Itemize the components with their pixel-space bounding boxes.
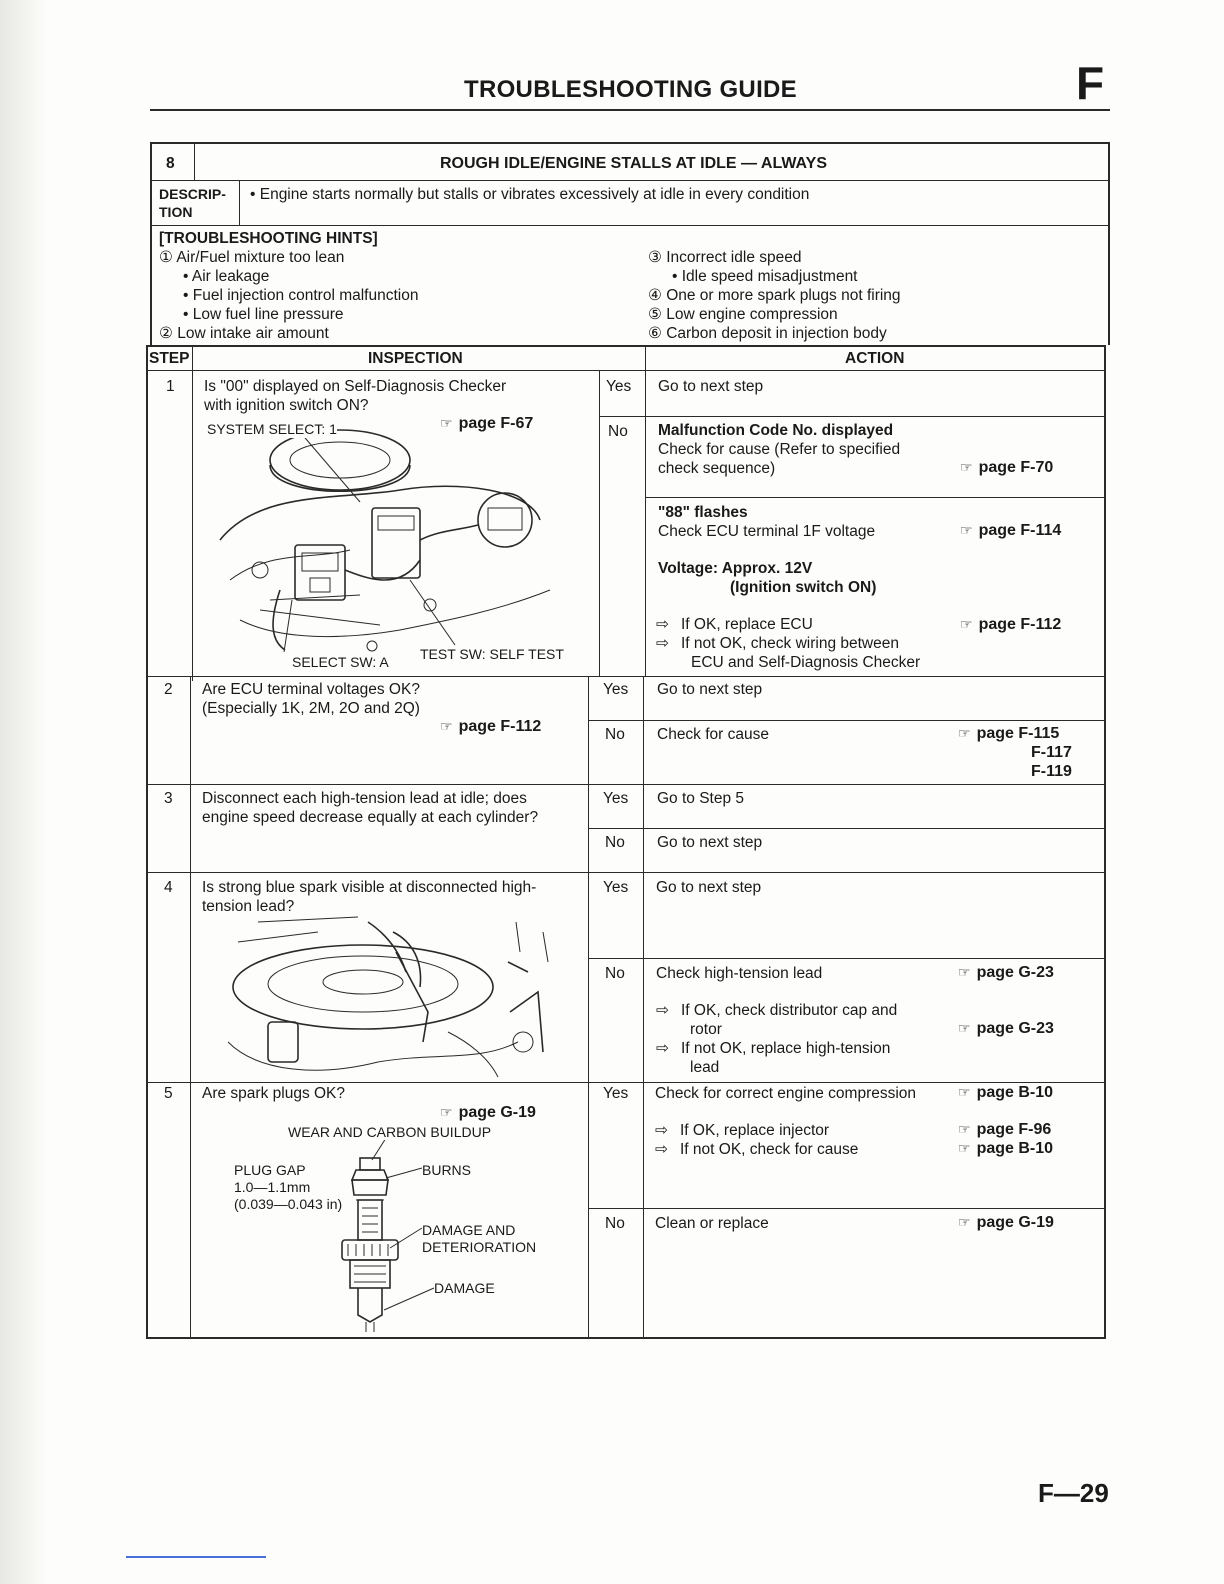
description-divider [239, 180, 240, 225]
step-2-reference: ☞ page F-112 [440, 718, 542, 735]
page-title: TROUBLESHOOTING GUIDE [464, 76, 797, 103]
hint-1c: • Low fuel line pressure [183, 306, 344, 323]
action-column-header: ACTION [845, 350, 905, 367]
step-5-no-reference: ☞ page G-19 [958, 1214, 1054, 1231]
hint-2: ② Low intake air amount [159, 325, 329, 342]
action-divider [645, 345, 646, 371]
step-5-notok: ⇨ If not OK, check for cause [655, 1141, 859, 1158]
step-5-number: 5 [164, 1085, 173, 1102]
voltage-spec: Voltage: Approx. 12V [658, 560, 813, 577]
title-divider [194, 142, 195, 180]
step-2-no: No [605, 726, 625, 743]
step-5-no-action: Clean or replace [655, 1215, 769, 1232]
malfunction-reference: ☞ page F-70 [960, 459, 1054, 476]
step-4-number: 4 [164, 879, 173, 896]
step-3-yes: Yes [603, 790, 629, 807]
row-rule [588, 1208, 1106, 1209]
step-3-number: 3 [164, 790, 173, 807]
arrow-right-icon: ⇨ [656, 616, 669, 633]
step-1-ok-reference: ☞ page F-112 [960, 616, 1062, 633]
action-divider [643, 676, 644, 1338]
hint-4: ④ One or more spark plugs not firing [648, 287, 901, 304]
damage-label: DAMAGE [434, 1280, 495, 1296]
page-number: F—29 [1038, 1478, 1109, 1508]
step-2-no-action: Check for cause [657, 726, 769, 743]
step-4-ok: ⇨ If OK, check distributor cap and [656, 1002, 898, 1019]
step-5-yes-action: Check for correct engine compression [655, 1085, 917, 1102]
row-rule [146, 872, 1106, 873]
table-border-left-upper [150, 142, 152, 345]
pointing-hand-icon: ☞ [960, 616, 973, 632]
row-rule [146, 784, 1106, 785]
pointing-hand-icon: ☞ [958, 1214, 971, 1230]
row-rule [150, 180, 1110, 181]
step-1-number: 1 [166, 378, 175, 395]
step-5-ok-reference: ☞ page F-96 [958, 1121, 1052, 1138]
step-divider [190, 676, 191, 1338]
pointing-hand-icon: ☞ [440, 1104, 453, 1120]
spark-test-illustration [198, 912, 586, 1082]
pointing-hand-icon: ☞ [960, 522, 973, 538]
row-rule [588, 720, 1106, 721]
pointing-hand-icon: ☞ [440, 415, 453, 431]
step-1-ok: ⇨ If OK, replace ECU [656, 616, 813, 633]
procedure-title: ROUGH IDLE/ENGINE STALLS AT IDLE — ALWAYS [440, 155, 827, 172]
step-5-yes-reference: ☞ page B-10 [958, 1084, 1054, 1101]
step-4-notok-cont: lead [690, 1059, 720, 1076]
step-5-reference: ☞ page G-19 [440, 1104, 536, 1121]
hint-6: ⑥ Carbon deposit in injection body [648, 325, 887, 342]
table-border-top [150, 142, 1110, 144]
row-rule [146, 345, 1106, 347]
row-rule [588, 958, 1106, 959]
step-4-no-reference: ☞ page G-23 [958, 964, 1054, 981]
step-5-yes: Yes [603, 1085, 629, 1102]
arrow-right-icon: ⇨ [655, 1141, 668, 1158]
row-rule [150, 225, 1110, 226]
step-2-yes: Yes [603, 681, 629, 698]
row-rule [146, 370, 1106, 371]
step-1-yes-action: Go to next step [658, 378, 764, 395]
pointing-hand-icon: ☞ [960, 459, 973, 475]
hints-heading: [TROUBLESHOOTING HINTS] [159, 230, 378, 247]
procedure-number: 8 [166, 155, 175, 172]
step-5-question: Are spark plugs OK? [202, 1085, 346, 1102]
step-1-no: No [608, 423, 628, 440]
hint-1: ① Air/Fuel mixture too lean [159, 249, 345, 266]
spark-plug-illustration [330, 1140, 440, 1340]
burns-label: BURNS [422, 1162, 472, 1178]
header-rule [150, 109, 1110, 111]
step-2-no-reference-3: F-119 [1031, 763, 1072, 780]
malfunction-heading: Malfunction Code No. displayed [658, 422, 894, 439]
pointing-hand-icon: ☞ [958, 1121, 971, 1137]
step-4-ok-cont: rotor [690, 1021, 722, 1038]
step-2-number: 2 [164, 681, 173, 698]
damage-deterioration-label: DAMAGE AND DETERIORATION [422, 1222, 537, 1255]
flashes-reference: ☞ page F-114 [960, 522, 1062, 539]
hint-5: ⑤ Low engine compression [648, 306, 838, 323]
step-4-question: Is strong blue spark visible at disconnected high- tension lead? [202, 879, 537, 915]
arrow-right-icon: ⇨ [656, 1002, 669, 1019]
hint-3: ③ Incorrect idle speed [648, 249, 802, 266]
step-4-yes: Yes [603, 879, 629, 896]
plug-gap-label: PLUG GAP 1.0—1.1mm (0.039—0.043 in) [234, 1162, 343, 1212]
step-column-header: STEP [149, 350, 190, 367]
pointing-hand-icon: ☞ [440, 718, 453, 734]
arrow-right-icon: ⇨ [656, 635, 669, 652]
table-border-right-lower [1104, 345, 1106, 1338]
row-rule [146, 676, 1106, 677]
pointing-hand-icon: ☞ [958, 964, 971, 980]
row-rule [599, 416, 1106, 417]
step-1-reference: ☞ page F-67 [440, 415, 534, 432]
row-rule [588, 828, 1106, 829]
step-4-yes-action: Go to next step [656, 879, 762, 896]
step-4-no: No [605, 965, 625, 982]
step-5-ok: ⇨ If OK, replace injector [655, 1122, 830, 1139]
select-sw-label: SELECT SW: A [292, 654, 389, 670]
malfunction-text: Check for cause (Refer to specified check sequence) [658, 441, 901, 477]
table-border-right-upper [1108, 142, 1110, 345]
step-2-no-reference: ☞ page F-115 [958, 725, 1060, 742]
yesno-divider [588, 676, 589, 1338]
arrow-right-icon: ⇨ [655, 1122, 668, 1139]
flashes-heading: "88" flashes [658, 504, 748, 521]
table-border-bottom [146, 1337, 1106, 1339]
step-4-ok-reference: ☞ page G-23 [958, 1020, 1054, 1037]
step-1-yes: Yes [606, 378, 632, 395]
step-5-notok-reference: ☞ page B-10 [958, 1140, 1054, 1157]
step-1-notok: ⇨ If not OK, check wiring between [656, 635, 899, 652]
section-letter: F [1076, 57, 1105, 109]
hint-1a: • Air leakage [183, 268, 270, 285]
scan-mark [126, 1556, 266, 1558]
test-sw-label: TEST SW: SELF TEST [420, 646, 564, 662]
step-4-no-action: Check high-tension lead [656, 965, 823, 982]
step-2-no-reference-2: F-117 [1031, 744, 1072, 761]
hint-1b: • Fuel injection control malfunction [183, 287, 419, 304]
arrow-right-icon: ⇨ [656, 1040, 669, 1057]
pointing-hand-icon: ☞ [958, 725, 971, 741]
pointing-hand-icon: ☞ [958, 1084, 971, 1100]
wear-label: WEAR AND CARBON BUILDUP [288, 1124, 492, 1140]
description-label: DESCRIP- TION [159, 186, 226, 220]
system-select-label: SYSTEM SELECT: 1 [207, 421, 337, 437]
step-5-no: No [605, 1215, 625, 1232]
step-2-question: Are ECU terminal voltages OK? (Especially 1K, 2M, 2O and 2Q) [202, 681, 420, 717]
step-3-no-action: Go to next step [657, 834, 763, 851]
step-4-notok: ⇨ If not OK, replace high-tension [656, 1040, 891, 1057]
inspection-column-header: INSPECTION [368, 350, 463, 367]
pointing-hand-icon: ☞ [958, 1020, 971, 1036]
step-3-yes-action: Go to Step 5 [657, 790, 745, 807]
step-divider [192, 345, 193, 681]
hint-3a: • Idle speed misadjustment [672, 268, 858, 285]
step-3-question: Disconnect each high-tension lead at idle; does engine speed decrease equally at each cylinder? [202, 790, 539, 826]
description-text: • Engine starts normally but stalls or vibrates excessively at idle in every condition [250, 186, 810, 203]
step-2-yes-action: Go to next step [657, 681, 763, 698]
step-3-no: No [605, 834, 625, 851]
row-rule [645, 497, 1106, 498]
step-1-question: Is "00" displayed on Self-Diagnosis Checker with ignition switch ON? [204, 378, 507, 414]
flashes-check: Check ECU terminal 1F voltage [658, 523, 876, 540]
table-border-left-lower [146, 345, 148, 1338]
voltage-condition: (Ignition switch ON) [730, 579, 877, 596]
pointing-hand-icon: ☞ [958, 1140, 971, 1156]
self-diagnosis-checker-illustration [200, 420, 590, 672]
step-1-notok-cont: ECU and Self-Diagnosis Checker [691, 654, 921, 671]
